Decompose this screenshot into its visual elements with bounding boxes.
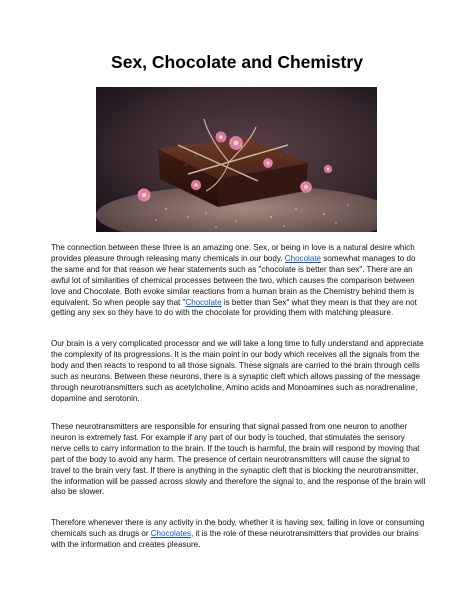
paragraph-3: These neurotransmitters are responsible for ensuring that signal passed from one neuron to another neuron is extremely fast. For example if any part of our body is touched, that stimulates the sensory nerve cells to carry information to the brain. If the touch is harmful, the brain will respond by moving that part of the body to avoid any harm. The presence of certain neurotransmitters will cause the signal to travel to the brain very fast. If there is anything in the synaptic cleft that is blocking the neurotransmitter, the information will be passed across slowly and therefore the signal to, and the response of the brain will also be slower. xyxy=(51,422,426,497)
paragraph-1 xyxy=(51,243,427,319)
paragraph-1-text-c: is better than Sex" what they mean is that they are not getting any sex so they have to do with the chocolate for providing them with matching pleasure. xyxy=(51,297,417,318)
paragraph-4-text-a: Therefore whenever there is any activity in the body, whether it is having sex, falling in love or consuming chemicals such as drugs or xyxy=(51,518,425,538)
chocolate-link-1[interactable]: Chocolate xyxy=(284,253,322,263)
paragraph-1-text-a: The connection between these three is an amazing one. Sex, or being in love is a natural desire which provides pleasure through releasing many chemicals in our body. xyxy=(51,243,415,263)
chocolate-link-2[interactable]: Chocolate xyxy=(185,297,222,307)
paragraph-1-text-b: somewhat manages to do the same and for that reason we hear statements such as "chocolate is better than sex". There are an awful lot of similarities of chemical processes between the two, which causes the comparison between love and Chocolate. Both evoke similar reactions from a human brain as the Chemistry behind them is equivalent. So when people say that " xyxy=(51,253,416,307)
paragraph-4-text-b: , it is the role of these neurotransmitters that provides our brains with the information and creates pleasure. xyxy=(51,528,419,549)
paragraph-4 xyxy=(51,518,427,551)
chocolate-cake-with-flowers-image xyxy=(96,87,377,232)
paragraph-2: Our brain is a very complicated processor and we will take a long time to fully understand and appreciate the complexity of its progressions. It is the main point in our body which receives all the signals from the body and then reacts to respond to all those signals. These signals are carried to the brain through cells such as neurons. Between these neurons, there is a synaptic cleft which allows passing of the message through neurotransmitters such as acetylcholine, Amino acids and Monoamines such as noradrenaline, dopamine and serotonin. xyxy=(51,339,424,403)
chocolates-link[interactable]: Chocolates xyxy=(150,528,191,538)
page-title: Sex, Chocolate and Chemistry xyxy=(111,52,363,72)
